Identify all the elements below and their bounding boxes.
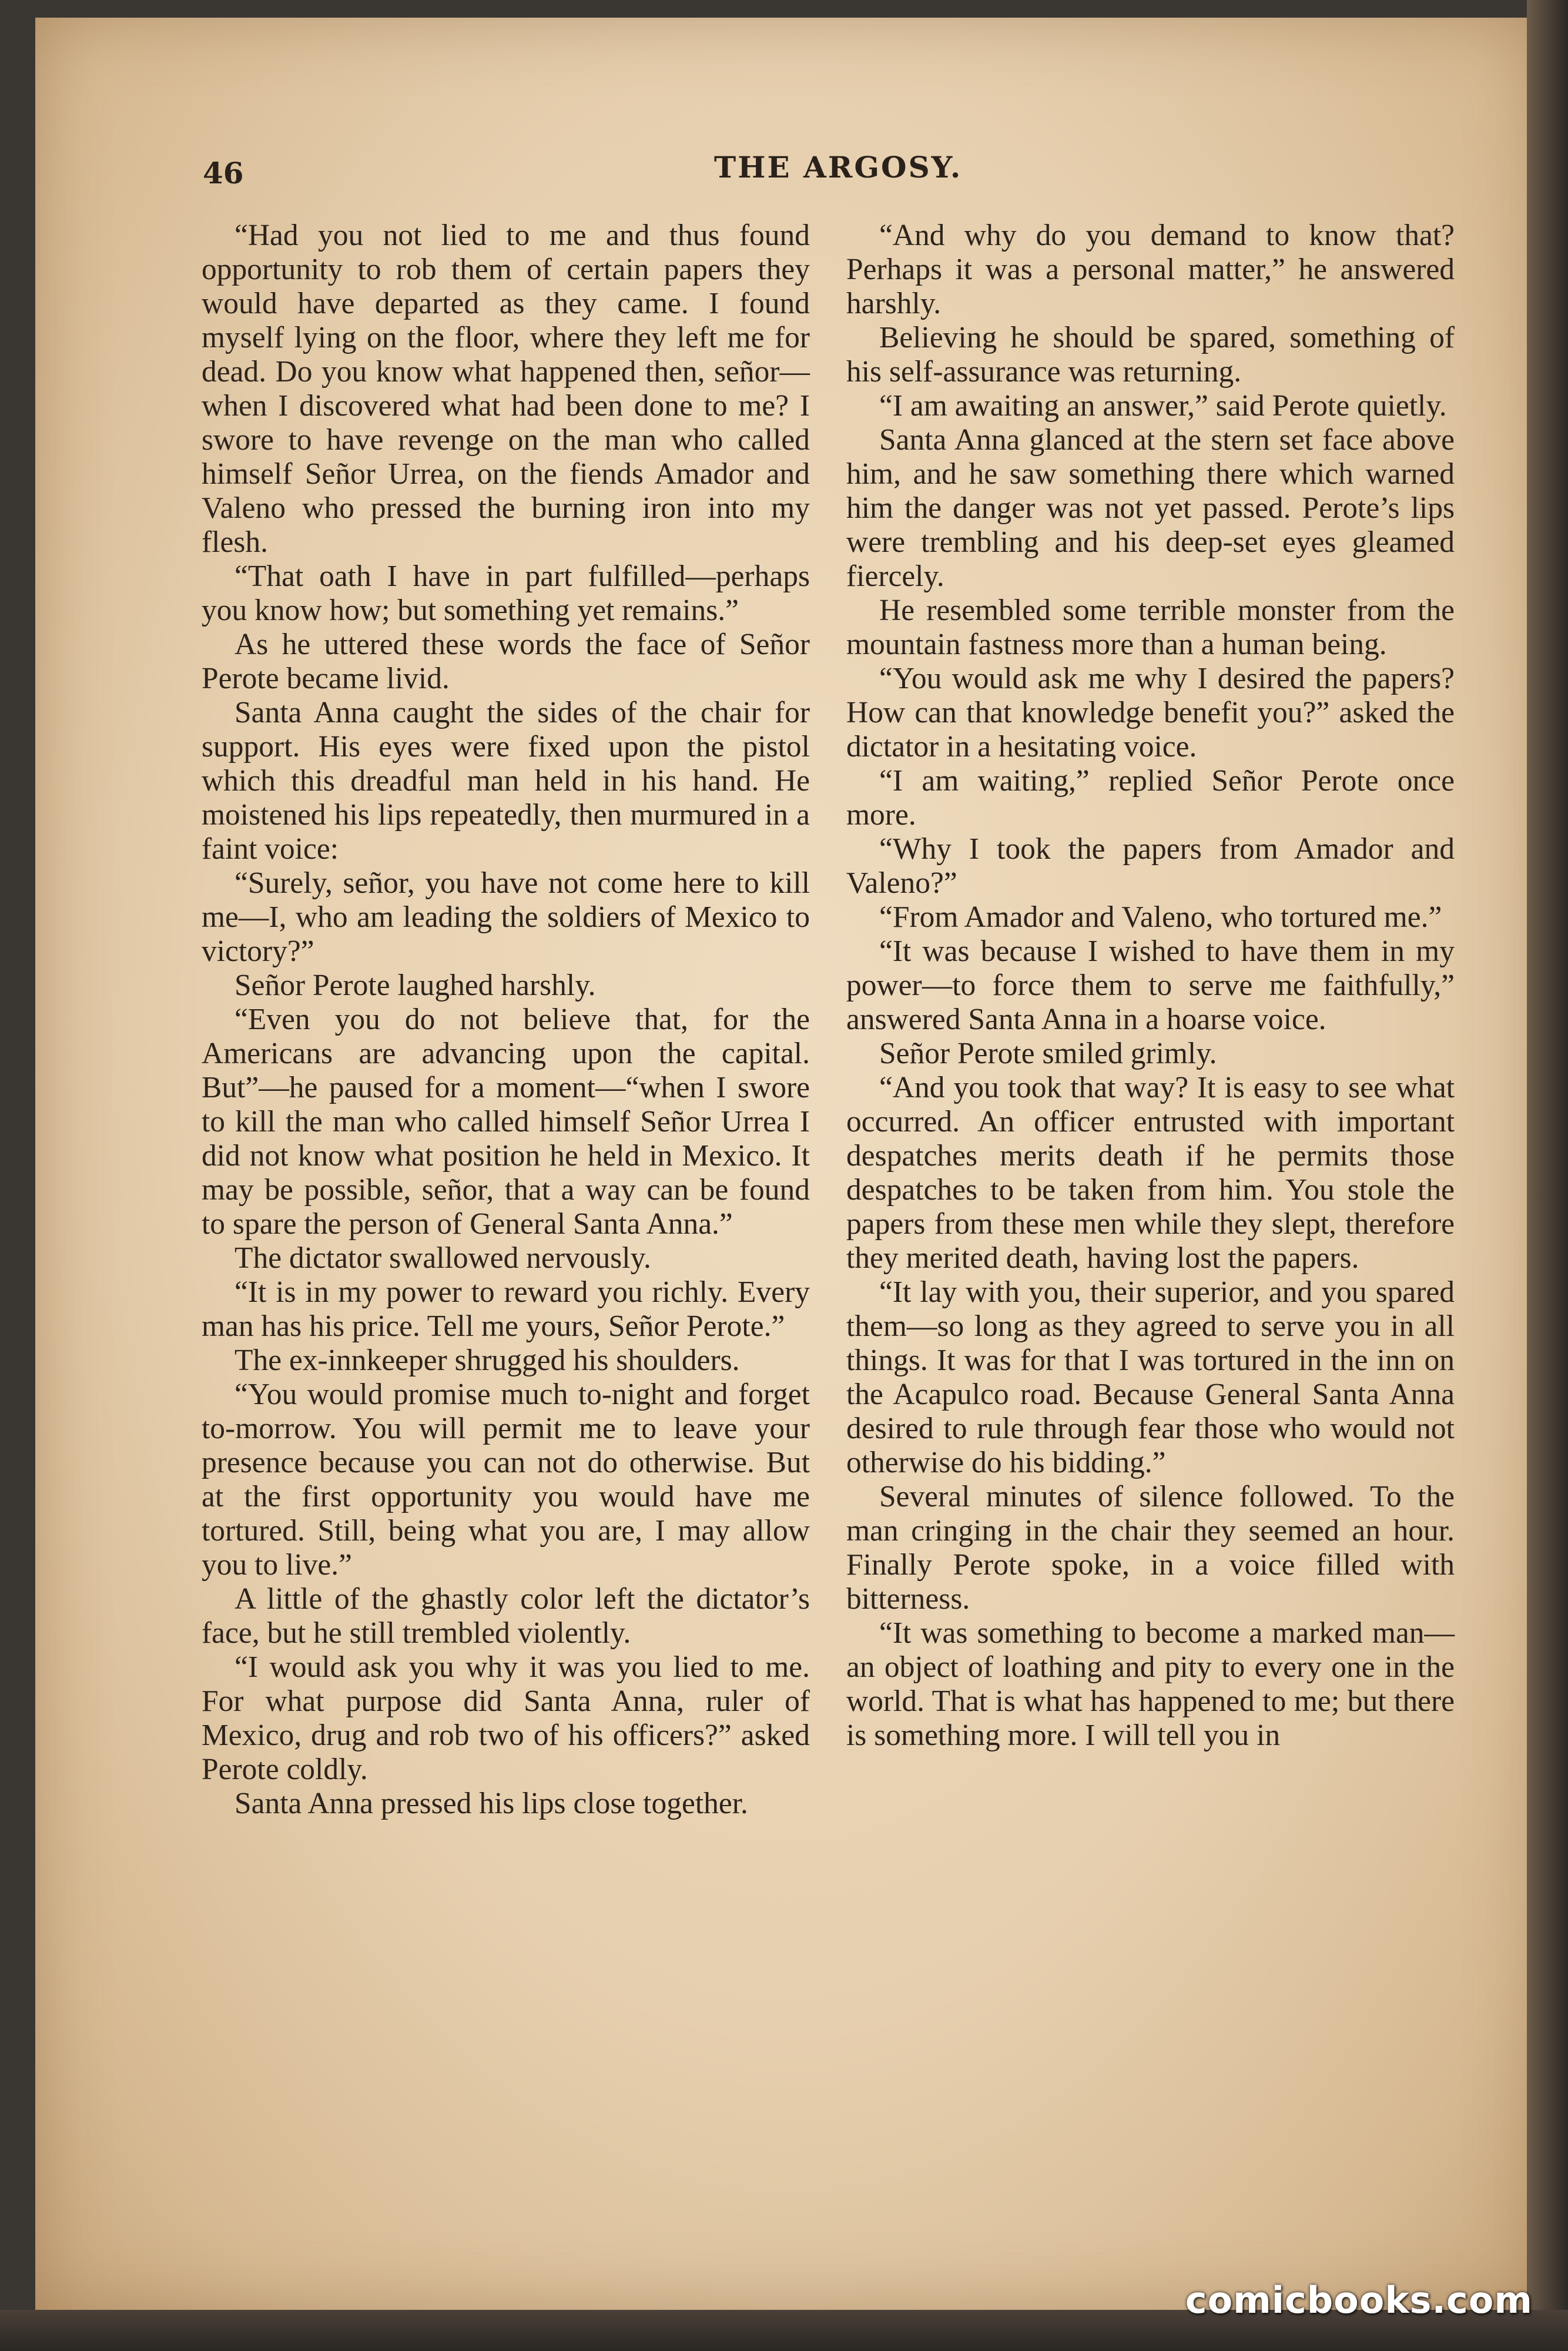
right-text-column xyxy=(846,219,1455,2176)
paragraph: “And you took that way? It is easy to see what occurred. An officer entrusted with important despatches merits death if he permits those despatches to be taken from him. You stole the papers from these men while they slept, therefore they merited death, having lost the papers. xyxy=(846,1071,1455,1275)
paragraph: Santa Anna pressed his lips close together. xyxy=(234,1787,748,1820)
paragraph: “I am awaiting an answer,” said Perote quietly. xyxy=(879,389,1447,423)
paragraph: Believing he should be spared, something of his self-assurance was returning. xyxy=(846,321,1455,389)
paragraph: “I would ask you why it was you lied to me. For what purpose did Santa Anna, ruler of Mexico, drug and rob two of his officers?” asked Perote coldly. xyxy=(202,1650,810,1786)
paragraph: “Had you not lied to me and thus found opportunity to rob them of certain papers they would have departed as they came. I found myself lying on the floor, where they left me for dead. Do you know what happened then, señor—when I discovered what had been done to me? I swore to have revenge on the man who called himself Señor Urrea, on the fiends Amador and Valeno who pressed the burning iron into my flesh. xyxy=(202,219,810,559)
paragraph: The dictator swallowed nervously. xyxy=(234,1241,651,1275)
page-number: 46 xyxy=(203,156,244,190)
page-header xyxy=(167,150,1490,197)
paragraph: “Why I took the papers from Amador and Valeno?” xyxy=(846,832,1455,900)
paragraph: “From Amador and Valeno, who tortured me.” xyxy=(879,900,1442,934)
paragraph: A little of the ghastly color left the dictator’s face, but he still trembled violently. xyxy=(202,1582,810,1650)
paragraph: He resembled some terrible monster from the mountain fastness more than a human being. xyxy=(846,594,1455,661)
paragraph: “It lay with you, their superior, and you spared them—so long as they agreed to serve you in all things. It was for that I was tortured in the inn on the Acapulco road. Because General Santa Anna desired to rule through fear those who would not otherwise do his bidding.” xyxy=(846,1275,1455,1479)
paragraph: Several minutes of silence followed. To the man cringing in the chair they seemed an hour. Finally Perote spoke, in a voice filled with bitterness. xyxy=(846,1480,1455,1616)
paragraph: “You would ask me why I desired the papers? How can that knowledge benefit you?” asked the dictator in a hesitating voice. xyxy=(846,662,1455,763)
paragraph: “It is in my power to reward you richly. Every man has his price. Tell me yours, Señor Perote.” xyxy=(202,1275,810,1343)
paragraph: “I am waiting,” replied Señor Perote once more. xyxy=(846,764,1455,832)
paragraph: “That oath I have in part fulfilled—perhaps you know how; but something yet remains.” xyxy=(202,560,810,627)
paragraph: Santa Anna glanced at the stern set face above him, and he saw something there which warned him the danger was not yet passed. Perote’s lips were trembling and his deep-set eyes gleamed fiercely. xyxy=(846,423,1455,593)
paragraph: The ex-innkeeper shrugged his shoulders. xyxy=(234,1344,740,1377)
site-watermark: comicbooks.com xyxy=(1185,2279,1533,2322)
paragraph: “It was because I wished to have them in my power—to force them to serve me faithfully,” answered Santa Anna in a hoarse voice. xyxy=(846,935,1455,1036)
paragraph: Señor Perote laughed harshly. xyxy=(234,969,596,1002)
paragraph: “You would promise much to-night and forget to-morrow. You will permit me to leave your presence because you can not do otherwise. But at the first opportunity you would have me tortured. Still, being what you are, I may allow you to live.” xyxy=(202,1378,810,1582)
paragraph: “And why do you demand to know that? Perhaps it was a personal matter,” he answered harshly. xyxy=(846,219,1455,320)
left-text-column xyxy=(202,219,810,2176)
paragraph: Señor Perote smiled grimly. xyxy=(879,1037,1217,1070)
paragraph: “Even you do not believe that, for the Americans are advancing upon the capital. But”—he paused for a moment—“when I swore to kill the man who called himself Señor Urrea I did not know what position he held in Mexico. It may be possible, señor, that a way can be found to spare the person of General Santa Anna.” xyxy=(202,1003,810,1241)
paragraph: As he uttered these words the face of Señor Perote became livid. xyxy=(202,628,810,695)
page-binding-edge xyxy=(1527,0,1568,2351)
paragraph: Santa Anna caught the sides of the chair for support. His eyes were fixed upon the pistol which this dreadful man held in his hand. He moistened his lips repeatedly, then murmured in a faint voice: xyxy=(202,696,810,866)
paragraph: “Surely, señor, you have not come here to kill me—I, who am leading the soldiers of Mexico to victory?” xyxy=(202,866,810,968)
paragraph: “It was something to become a marked man—an object of loathing and pity to every one in the world. That is what has happened to me; but there is something more. I will tell you in xyxy=(846,1616,1455,1752)
running-title: THE ARGOSY. xyxy=(714,150,963,185)
